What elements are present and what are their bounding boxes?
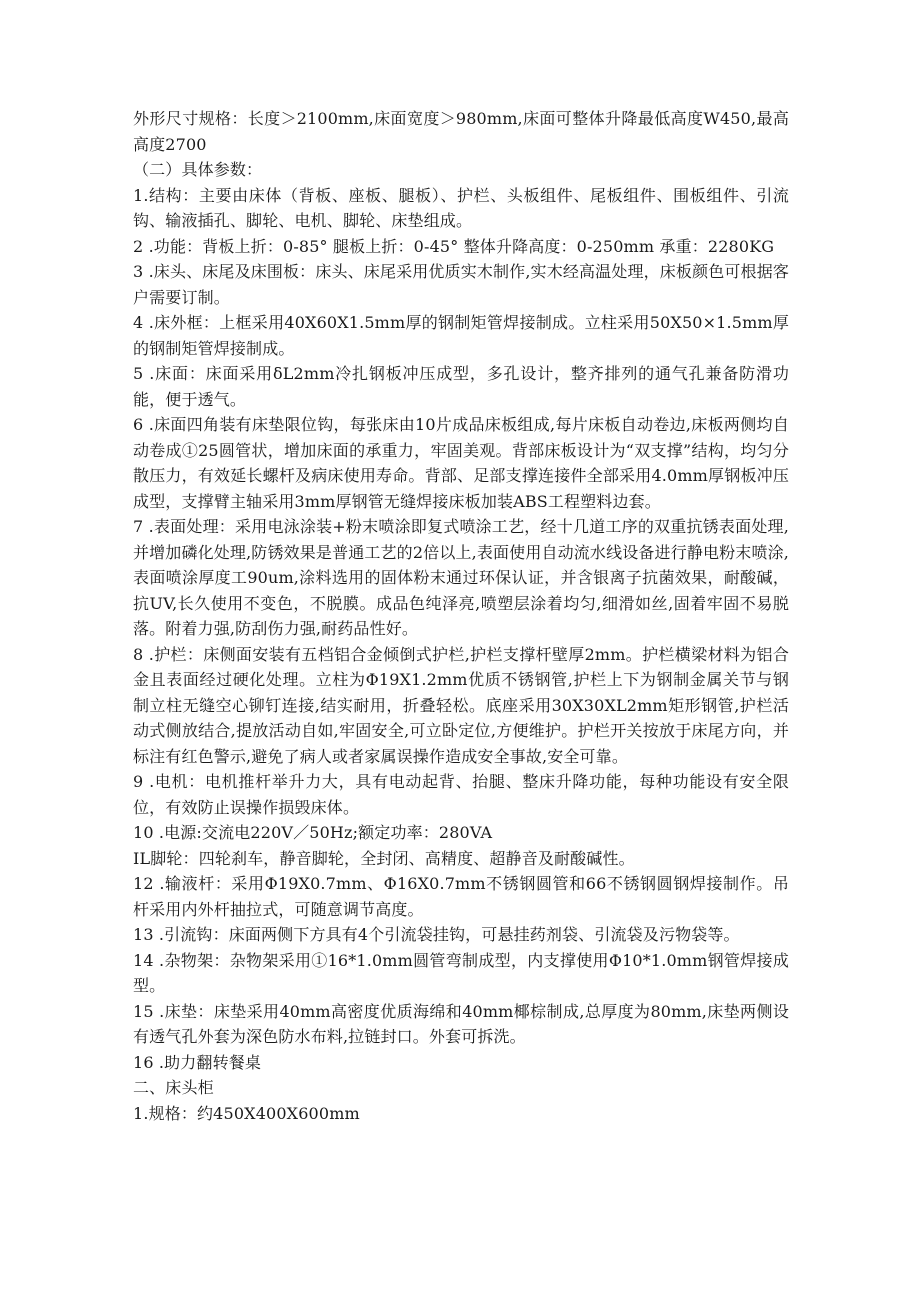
section-heading-bedside-cabinet: 二、床头柜 — [133, 1078, 214, 1097]
paragraph-casters: IL脚轮：四轮刹车，静音脚轮，全封闭、高精度、超静音及耐酸碱性。 — [133, 848, 635, 868]
paragraph-bed-surface: 5 .床面：床面采用δL2mm冷扎钢板冲压成型，多孔设计，整齐排列的通气孔兼备防滑功能，便于透气。 — [133, 364, 789, 409]
paragraph-power: 10 .电源:交流电220V／50Hz;额定功率：280VA — [133, 823, 493, 842]
paragraph-cabinet-spec: 1.规格：约450X400X600mm — [133, 1103, 360, 1123]
paragraph-guardrail: 8 .护栏：床侧面安装有五档铝合金倾倒式护栏,护栏支撑杆壁厚2mm。护栏横梁材料为铝合金且表面经过硬化处理。立柱为Φ19X1.2mm优质不锈钢管,护栏上下为钢制金属关节与钢制立柱无缝空心铆钉连接,结实耐用，折叠轻松。底座采用30X30XL2mm矩形钢管,护栏活动式侧放结合,提放活动自如,牢固安全,可立卧定位,方便维护。护栏开关按放于床尾方向，并标注有红色警示,避免了病人或者家属误操作造成安全事故,安全可靠。 — [133, 644, 789, 766]
paragraph-outer-frame: 4 .床外框：上框采用40X60X1.5mm厚的钢制矩管焊接制成。立柱采用50X50×1.5mm厚的钢制矩管焊接制成。 — [133, 313, 789, 358]
paragraph-storage-rack: 14 .杂物架：杂物架采用①16*1.0mm圆管弯制成型，内支撑使用Φ10*1.0mm钢管焊接成型。 — [133, 950, 789, 995]
paragraph-motor: 9 .电机：电机推杆举升力大，具有电动起背、抬腿、整床升降功能，每种功能设有安全限位，有效防止误操作损毁床体。 — [133, 772, 789, 817]
paragraph-mattress-hooks: 6 .床面四角装有床垫限位钩，每张床由10片成品床板组成,每片床板自动卷边,床板两侧均自动卷成①25圆管状，增加床面的承重力，牢固美观。背部床板设计为“双支撑”结构，均匀分散压力，有效延长螺杆及病床使用寿命。背部、足部支撑连接件全部采用4.0mm厚钢板冲压成型，支撑臂主轴采用3mm厚钢管无缝焊接床板加装ABS工程塑料边套。 — [133, 415, 789, 511]
paragraph-dining-table: 16 .助力翻转餐桌 — [133, 1052, 262, 1072]
paragraph-surface-treatment: 7 .表面处理：采用电泳涂装+粉末喷涂即复式喷涂工艺，经十几道工序的双重抗锈表面处理,并增加磷化处理,防锈效果是普通工艺的2倍以上,表面使用自动流水线设备进行静电粉末喷涂,表面喷涂厚度工90um,涂料选用的固体粉末通过环保认证，并含银离子抗菌效果，耐酸碱，抗UV,长久使用不变色，不脱膜。成品色纯泽亮,喷塑层涂着均匀,细滑如丝,固着牢固不易脱落。附着力强,防刮伤力强,耐药品性好。 — [133, 517, 789, 638]
paragraph-head-foot-boards: 3 .床头、床尾及床围板：床头、床尾采用优质实木制作,实木经高温处理，床板颜色可根据客户需要订制。 — [133, 262, 789, 307]
paragraph-function: 2 .功能：背板上折：0-85° 腿板上折：0-45° 整体升降高度：0-250mm 承重：2280KG — [133, 236, 775, 256]
paragraph-structure: 1.结构：主要由床体（背板、座板、腿板）、护栏、头板组件、尾板组件、围板组件、引流钩、输液插孔、脚轮、电机、脚轮、床垫组成。 — [133, 185, 789, 230]
document-body — [133, 106, 789, 1126]
section-heading-parameters: （二）具体参数： — [133, 160, 263, 179]
paragraph-mattress: 15 .床垫：床垫采用40mm高密度优质海绵和40mm椰棕制成,总厚度为80mm,床垫两侧设有透气孔外套为深色防水布料,拉链封口。外套可拆洗。 — [133, 1001, 789, 1046]
paragraph-drainage-hook: 13 .引流钩：床面两侧下方具有4个引流袋挂钩，可悬挂药剂袋、引流袋及污物袋等。 — [133, 925, 740, 944]
paragraph-dimensions: 外形尺寸规格：长度＞2100mm,床面宽度＞980mm,床面可整体升降最低高度W450,最高高度2700 — [133, 109, 789, 154]
paragraph-iv-pole: 12 .输液杆：采用Φ19X0.7mm、Φ16X0.7mm不锈钢圆管和66不锈钢圆钢焊接制作。吊杆采用内外杆抽拉式，可随意调节高度。 — [133, 874, 789, 919]
